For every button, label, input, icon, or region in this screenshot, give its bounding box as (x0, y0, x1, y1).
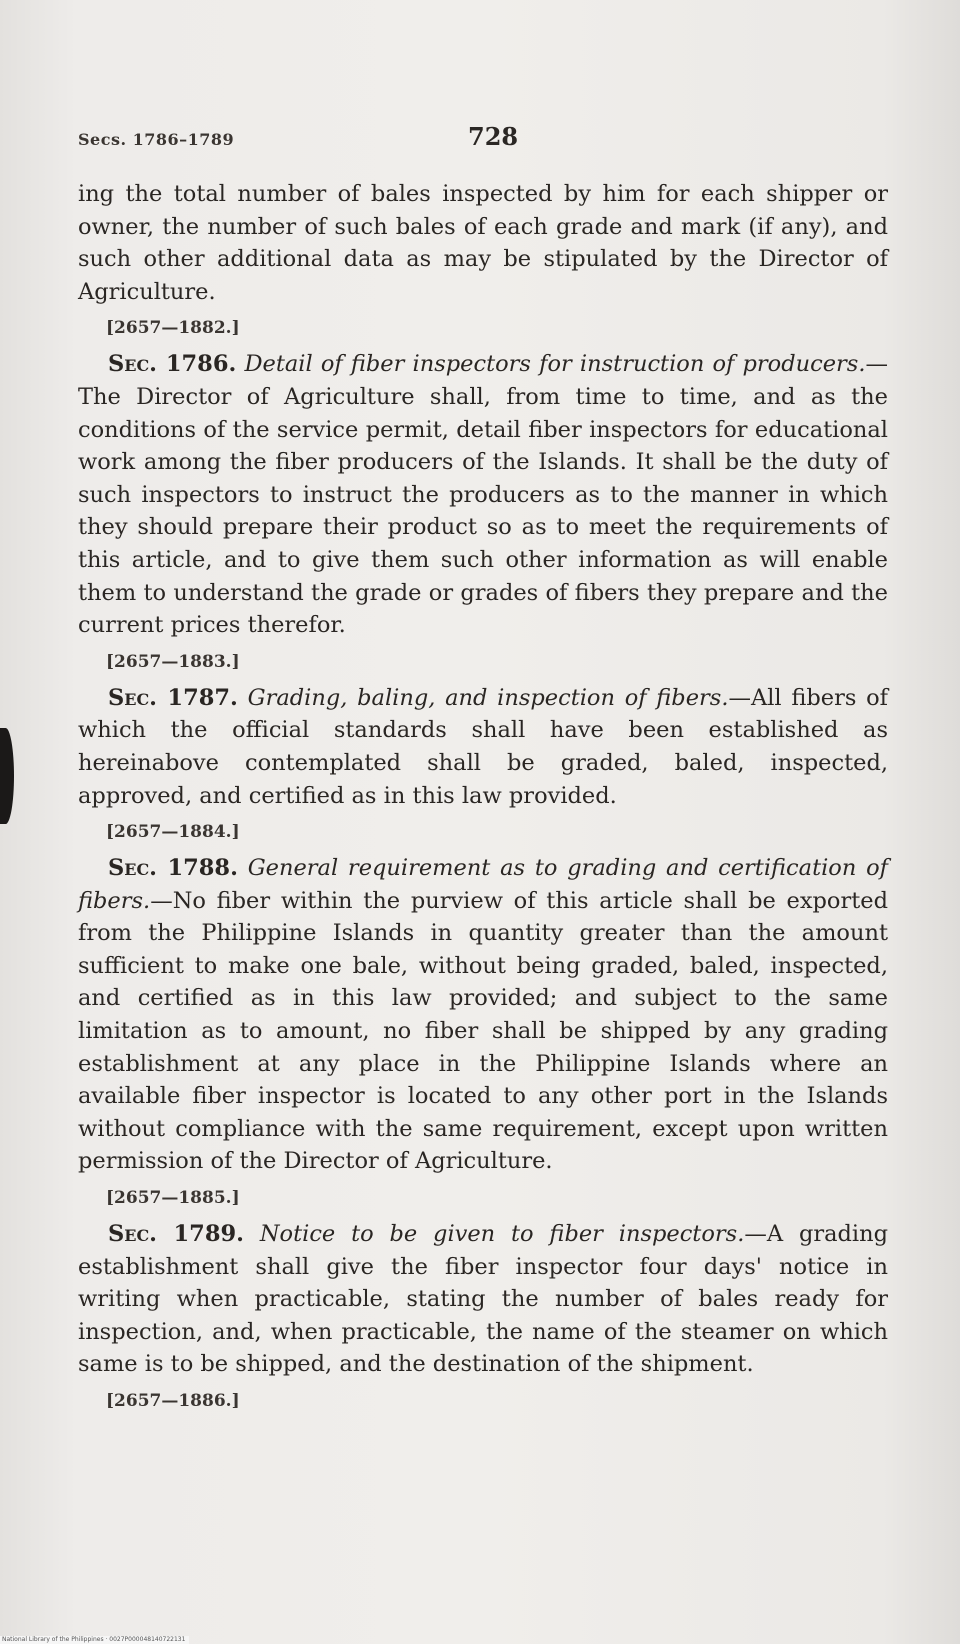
section-1789-text: —A grading establishment shall give the fiber inspector four days' notice in writing when practicable, stating the number of bales ready for inspection, and, when practicable, the name of the steamer on which same is to be shipped, and the destination of the shipment. (78, 1221, 889, 1378)
section-1787-title: Grading, baling, and inspection of fibers. (247, 684, 729, 711)
section-1786-label: Sec. 1786. (108, 351, 237, 378)
section-range-heading: Secs. 1786–1789 (78, 130, 235, 149)
section-1788-title: General requirement as to grading and certification of fibers. (78, 855, 888, 914)
page-number: 728 (468, 122, 519, 151)
section-1788-label: Sec. 1788. (108, 855, 238, 882)
page-body (78, 178, 888, 1421)
citation-1882: [2657—1882.] (106, 318, 240, 339)
section-1788-text: —No fiber within the purview of this article shall be exported from the Philippine Islands in quantity greater than the amount sufficient to make one bale, without being graded, baled, inspected, and certified as in this law provided; and subject to the same limitation as to amount, no fiber shall be shipped by any grading establishment at any place in the Philippine Islands where an available fiber inspector is located to any other port in the Islands without compliance with the same requirement, except upon written permission of the Director of Agriculture. (78, 887, 888, 1175)
section-1787-text: —All fibers of which the official standards shall have been established as hereinabove contemplated shall be graded, baled, inspected, approved, and certified as in this law provided. (78, 684, 888, 809)
citation-1885: [2657—1885.] (106, 1188, 240, 1209)
section-1789-title: Notice to be given to fiber inspectors. (259, 1221, 745, 1248)
section-1786 (78, 348, 888, 641)
running-head (78, 122, 898, 152)
section-1787-label: Sec. 1787. (108, 684, 238, 711)
citation-1884: [2657—1884.] (106, 822, 240, 843)
binding-shadow (0, 728, 14, 824)
section-1786-text: —The Director of Agriculture shall, from time to time, and as the conditions of the service permit, detail fiber inspectors for educational work among the fiber producers of the Islands. It shall be the duty of such inspectors to instruct the producers as to the manner in which they should prepare their product so as to meet the requirements of this article, and to give them such other information as will enable them to understand the grade or grades of fibers they prepare and the current prices therefor. (78, 351, 888, 639)
section-1789 (78, 1218, 888, 1381)
section-1788 (78, 852, 888, 1178)
section-1786-title: Detail of fiber inspectors for instruction of producers. (244, 351, 866, 378)
section-1789-label: Sec. 1789. (108, 1221, 244, 1248)
section-1787 (78, 682, 888, 812)
continued-paragraph: ing the total number of bales inspected by him for each shipper or owner, the number of such bales of each grade and mark (if any), and such other additional data as may be stipulated by the Director of Agriculture. (78, 181, 888, 305)
citation-1883: [2657—1883.] (106, 651, 240, 672)
citation-1886: [2657—1886.] (106, 1391, 240, 1411)
scan-credit: National Library of the Philippines · 0027P000048140722131 (0, 1636, 189, 1644)
